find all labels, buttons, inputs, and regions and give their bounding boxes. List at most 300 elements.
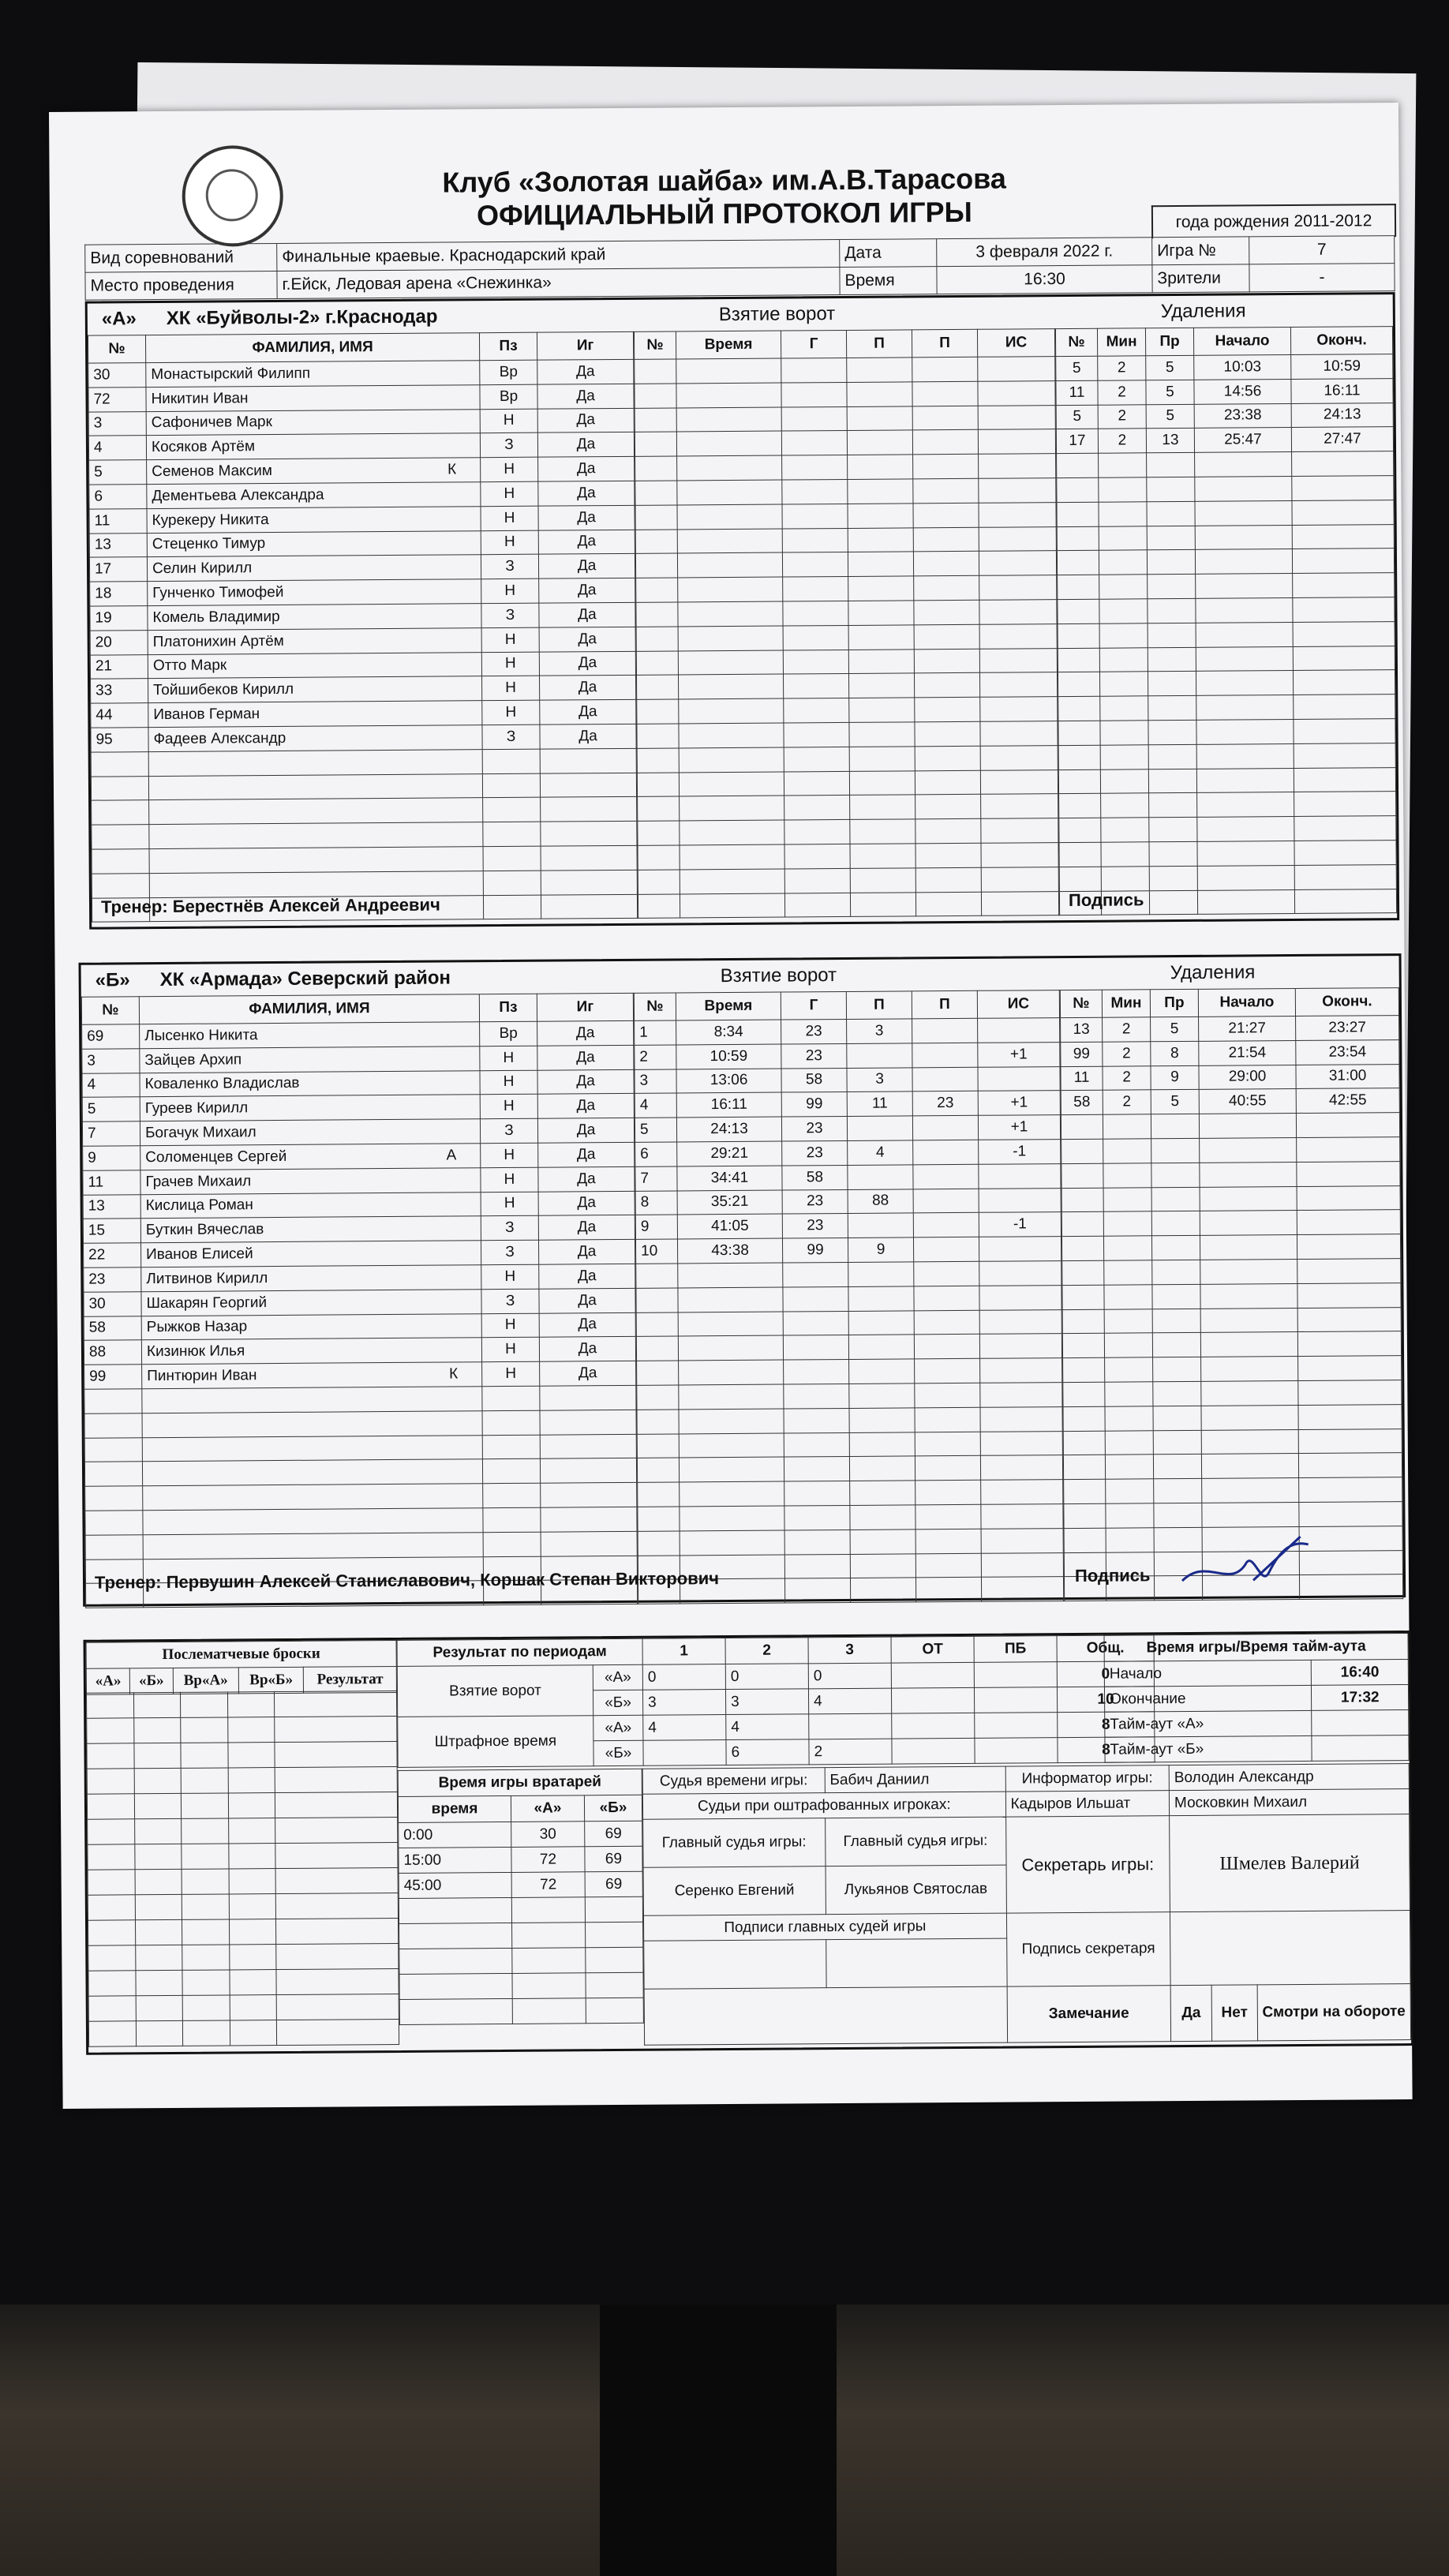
player-number: 44 (91, 703, 148, 728)
goal-is (981, 843, 1058, 867)
goal-p2 (913, 1189, 979, 1213)
table-row (636, 1334, 1061, 1361)
pen-col-num: № (1060, 990, 1102, 1017)
player-plays: Да (538, 1166, 635, 1192)
goal-p1 (850, 1553, 915, 1578)
goal-time (678, 577, 783, 602)
penalty-num (1058, 672, 1099, 697)
period-value: 2 (809, 1739, 892, 1765)
goal-is: -1 (979, 1140, 1061, 1165)
goal-p1 (850, 1578, 915, 1602)
goal-p1 (847, 382, 912, 406)
goal-col-num: № (634, 331, 676, 359)
penalty-code (1147, 550, 1195, 575)
goal-n (638, 893, 680, 918)
player-name (149, 847, 483, 874)
penalty-code (1147, 501, 1195, 526)
goal-p1: 3 (847, 1067, 912, 1091)
penalty-num (1061, 1188, 1103, 1212)
penalty-code (1148, 720, 1196, 744)
gk-time (399, 1948, 512, 1974)
shootout-cell (229, 1844, 276, 1869)
table-row (635, 1066, 1060, 1094)
shootout-cell (275, 1741, 397, 1767)
period-value: 0 (725, 1664, 808, 1690)
penalty-min (1103, 1163, 1151, 1188)
goal-time (677, 529, 782, 554)
player-position (482, 749, 540, 773)
penalty-end (1297, 1234, 1400, 1260)
goal-col-p2: П (912, 990, 977, 1019)
penalty-min (1106, 1479, 1154, 1503)
table-row (638, 867, 1058, 894)
penalty-code (1147, 453, 1195, 477)
player-position: Н (481, 1313, 539, 1338)
penalty-min (1101, 867, 1149, 891)
shootout-cell (228, 1717, 275, 1743)
penalty-num: 11 (1056, 380, 1098, 405)
goal-p2 (913, 454, 979, 478)
table-row (1061, 1016, 1399, 1043)
shootout-cell (88, 1870, 135, 1895)
shootout-cell (276, 1968, 399, 1994)
player-number: 5 (89, 460, 147, 485)
penalty-start (1197, 817, 1294, 842)
goal-time (676, 431, 781, 456)
table-row (1062, 1307, 1401, 1334)
penalty-end (1293, 597, 1395, 623)
player-position (482, 1435, 540, 1459)
player-position (483, 1532, 541, 1556)
period-value: 10 (1057, 1687, 1154, 1713)
goal-g: 23 (781, 1117, 847, 1141)
penalty-end (1297, 1161, 1400, 1186)
player-plays (541, 1482, 637, 1507)
goal-n (638, 1507, 680, 1531)
goal-is (978, 357, 1055, 381)
penalty-start (1201, 1380, 1298, 1406)
goal-g (783, 577, 848, 601)
penalty-min (1104, 1333, 1152, 1357)
team-b-label: «Б» (593, 1740, 643, 1765)
goal-time (679, 1457, 784, 1482)
penalty-end (1292, 549, 1394, 574)
penalty-min: 2 (1098, 429, 1146, 453)
goal-p2 (915, 746, 980, 770)
penalty-code (1152, 1260, 1200, 1284)
penalty-start (1197, 841, 1294, 866)
table-row (636, 575, 1057, 603)
table-row (637, 1431, 1062, 1458)
goal-is (981, 891, 1058, 915)
team-b-coach: Тренер: Первушин Алексей Станиславович, Коршак Степан Викторович (94, 1568, 720, 1593)
player-position: З (481, 1289, 539, 1313)
goal-p2 (912, 430, 978, 455)
penalty-end (1299, 1502, 1402, 1527)
competition-value: Финальные краевые. Краснодарский край (277, 240, 840, 271)
shootout-cell (134, 1818, 182, 1844)
player-number: 6 (89, 485, 147, 509)
goal-g (784, 698, 849, 723)
penalty-min (1104, 1260, 1152, 1285)
goal-g (784, 747, 849, 771)
table-row (88, 1943, 399, 1971)
penalty-end (1298, 1453, 1402, 1478)
penalty-end (1293, 573, 1395, 598)
goal-p1 (848, 1286, 914, 1311)
table-row (92, 870, 637, 898)
period-value (975, 1738, 1058, 1764)
goal-time: 34:41 (677, 1166, 782, 1191)
player-position: Н (480, 1095, 537, 1119)
goal-is (980, 745, 1058, 769)
table-row (635, 1042, 1060, 1069)
penalty-code (1152, 1333, 1200, 1357)
shootout-cell (182, 1844, 229, 1869)
game-start-label: Начало (1104, 1660, 1312, 1687)
table-row (89, 505, 635, 534)
period-value: 0 (642, 1664, 725, 1690)
goal-time (678, 1287, 783, 1312)
player-name: Литвинов Кирилл (141, 1265, 481, 1292)
date-label: Дата (840, 239, 937, 268)
penalty-min (1105, 1357, 1153, 1382)
goal-is (978, 405, 1055, 429)
referee-label-2: Главный судья игры: (825, 1817, 1005, 1866)
shootout-cell (276, 1943, 399, 1969)
goal-col-g: Г (781, 991, 846, 1020)
table-row (1056, 402, 1393, 429)
goal-n (635, 384, 676, 408)
goal-time (678, 626, 783, 651)
shootout-cell (229, 1869, 276, 1894)
shootout-col: Вр«А» (173, 1668, 239, 1694)
goal-p2 (913, 1140, 979, 1164)
penalty-start (1195, 549, 1292, 575)
shootout-cell (183, 2020, 230, 2046)
goal-col-is: ИС (977, 329, 1054, 358)
game-number-value: 7 (1249, 236, 1395, 264)
shootout-cell (276, 1918, 399, 1944)
goal-p2 (915, 1553, 981, 1578)
goal-is (979, 1237, 1061, 1262)
penalty-start: 21:27 (1199, 1017, 1296, 1042)
goal-is (981, 867, 1058, 891)
penalty-code (1151, 1163, 1200, 1187)
shootout-cell (88, 1920, 135, 1945)
goal-is: +1 (978, 1042, 1060, 1067)
gk-a (512, 1973, 586, 1999)
player-number: 4 (88, 436, 146, 460)
table-row (84, 1410, 636, 1438)
gk-time: 15:00 (399, 1847, 511, 1873)
player-name (143, 1532, 483, 1559)
table-row (87, 1741, 397, 1769)
shootout-cell (228, 1768, 275, 1793)
penalty-end (1298, 1380, 1402, 1406)
table-row (84, 1288, 635, 1316)
player-position: Н (482, 700, 540, 724)
period-col: 1 (642, 1638, 725, 1665)
goal-p1 (849, 1432, 915, 1456)
player-position: З (481, 603, 539, 627)
player-number: 15 (83, 1219, 140, 1243)
player-plays (540, 1385, 636, 1410)
gk-b (586, 1972, 643, 1998)
goal-is (979, 623, 1057, 648)
player-name (143, 1484, 483, 1511)
penalty-code (1149, 793, 1197, 818)
player-number (91, 776, 148, 800)
penalty-num (1062, 1285, 1104, 1309)
goal-col-time: Время (676, 331, 781, 359)
player-plays: Да (539, 1312, 635, 1338)
goal-col-time: Время (676, 992, 781, 1020)
table-row (91, 724, 636, 752)
birth-year: года рождения 2011-2012 (1151, 204, 1396, 238)
shootout-cell (275, 1842, 398, 1868)
goal-n (636, 627, 678, 651)
period-value (891, 1662, 974, 1688)
goal-is (979, 502, 1056, 526)
goal-p2 (915, 1383, 980, 1407)
goal-p2 (915, 867, 981, 892)
penalty-code (1148, 647, 1196, 672)
player-position (482, 1459, 540, 1484)
team-a-goals (634, 328, 1059, 919)
player-number: 22 (84, 1243, 141, 1267)
table-row (1061, 1064, 1399, 1091)
gk-a: 30 (511, 1822, 585, 1848)
goal-p2 (915, 721, 980, 746)
penalty-end (1292, 500, 1394, 525)
penalty-num (1058, 648, 1099, 672)
goal-time (677, 504, 782, 530)
goal-time: 41:05 (677, 1214, 782, 1239)
table-row (1058, 597, 1395, 624)
pen-col-min: Мин (1097, 328, 1145, 356)
timekeeper-label: Судья времени игры: (642, 1768, 825, 1795)
shootout-cell (230, 1945, 277, 1970)
penalty-code (1148, 769, 1196, 793)
shootout-cell (182, 1869, 229, 1894)
see-back-label: Смотри на обороте (1257, 1984, 1411, 2041)
period-value: 0 (1057, 1661, 1154, 1687)
player-name: Богачук Михаил (140, 1119, 480, 1146)
penalty-min: 2 (1103, 1065, 1151, 1090)
gk-b (586, 1922, 643, 1948)
goal-time (680, 1530, 784, 1556)
penalty-code (1149, 866, 1197, 890)
goal-n (637, 1361, 679, 1385)
goal-is: +1 (978, 1115, 1060, 1140)
goal-time (680, 869, 784, 894)
player-position: Н (481, 578, 539, 603)
goal-n (635, 408, 676, 432)
player-number (84, 1389, 142, 1413)
goal-n (638, 1482, 680, 1507)
goal-n (638, 870, 680, 894)
player-position: Н (482, 676, 540, 701)
penalty-end (1293, 646, 1395, 671)
penalty-min (1103, 1236, 1151, 1260)
goal-n: 5 (635, 1118, 676, 1142)
shadow (600, 2305, 837, 2576)
player-position: Н (482, 1361, 540, 1386)
penalty-code (1153, 1357, 1201, 1382)
goal-p2 (913, 503, 979, 527)
shootout-cell (88, 1819, 135, 1844)
penalty-num (1061, 1212, 1103, 1237)
table-row (1058, 743, 1395, 769)
player-role: А (446, 1147, 457, 1164)
table-row (89, 530, 635, 558)
col-pos: Пз (479, 994, 537, 1022)
table-row (88, 1842, 398, 1870)
penalty-min (1104, 1285, 1152, 1309)
shootout-cell (135, 1919, 182, 1945)
penalty-code (1151, 1236, 1200, 1260)
goal-p1: 3 (847, 1019, 912, 1043)
table-row (399, 1922, 643, 1949)
goal-n (637, 748, 679, 773)
goal-p2 (915, 892, 981, 916)
goal-n: 10 (635, 1239, 677, 1264)
table-row (1061, 1039, 1399, 1066)
goal-g (783, 674, 848, 698)
period-value: 0 (808, 1663, 891, 1689)
penalty-start: 10:03 (1194, 355, 1291, 380)
game-time-table (1104, 1633, 1410, 1763)
penalty-num (1061, 1236, 1103, 1260)
team-a-penalties (1055, 326, 1397, 915)
table-row (83, 1191, 635, 1219)
goal-is (979, 1285, 1061, 1310)
penalty-start (1195, 500, 1292, 526)
goal-time: 13:06 (676, 1069, 781, 1094)
goal-time (679, 747, 784, 773)
player-name: Стеценко Тимур (147, 530, 481, 557)
player-plays: Да (537, 1045, 634, 1070)
game-number-label: Игра № (1152, 237, 1249, 265)
goal-p1: 11 (847, 1091, 912, 1116)
penalty-end: 42:55 (1296, 1088, 1399, 1114)
venue-label: Место проведения (85, 271, 277, 300)
penalty-min (1099, 477, 1147, 502)
goal-p2 (912, 357, 978, 381)
penalty-start (1196, 743, 1294, 769)
player-plays: Да (538, 481, 635, 506)
goal-p1: 88 (848, 1189, 913, 1213)
penalty-code (1152, 1284, 1200, 1309)
table-row (88, 1918, 398, 1945)
gk-time: 0:00 (399, 1822, 511, 1848)
table-row (635, 526, 1056, 554)
player-position: З (481, 555, 538, 579)
player-name (147, 458, 481, 485)
table-row (1063, 1404, 1402, 1431)
penalty-end (1299, 1477, 1402, 1503)
pen-col-code: Пр (1150, 989, 1198, 1017)
player-plays (541, 1507, 637, 1532)
player-position: Н (480, 409, 537, 433)
goal-p2 (915, 1407, 980, 1432)
goal-g (782, 528, 848, 552)
goal-g: 58 (781, 1068, 847, 1092)
protocol-sheet (49, 103, 1413, 2109)
table-row (84, 1240, 635, 1268)
penalty-min: 2 (1098, 356, 1146, 380)
goal-p1 (849, 1408, 915, 1432)
timeout-b-value (1312, 1735, 1409, 1762)
player-number (92, 873, 149, 897)
table-row (399, 1998, 643, 2024)
penalty-start (1199, 1114, 1296, 1139)
shootout-cell (134, 1768, 182, 1793)
table-row (1059, 841, 1396, 867)
player-number (92, 825, 149, 849)
goal-time: 10:59 (676, 1044, 781, 1069)
table-row (637, 721, 1058, 749)
table-row (638, 794, 1058, 822)
player-plays (540, 773, 636, 798)
table-row (1058, 646, 1395, 672)
pim-label: Штрафное время (398, 1716, 593, 1768)
penalty-num (1057, 551, 1099, 575)
table-row (88, 1817, 398, 1844)
spectators-label: Зрители (1152, 264, 1249, 293)
penalty-num (1062, 1309, 1104, 1334)
player-number: 18 (90, 582, 148, 606)
penalty-code (1149, 841, 1197, 866)
player-plays: Да (539, 651, 635, 676)
shootout-cell (87, 1794, 134, 1819)
goal-p2 (915, 1358, 980, 1383)
table-row (91, 773, 636, 801)
secretary-sign-label: Подпись секретаря (1006, 1912, 1170, 1986)
player-position (483, 871, 541, 895)
goal-g: 99 (782, 1238, 848, 1263)
goal-time (679, 723, 784, 748)
penalty-min (1099, 599, 1148, 623)
table-row (1061, 1113, 1399, 1140)
table-row (636, 623, 1057, 651)
player-position: Вр (480, 1021, 537, 1046)
player-plays: Да (537, 384, 634, 409)
goal-p2 (913, 1213, 979, 1237)
player-number (92, 800, 149, 825)
goal-time: 8:34 (676, 1020, 781, 1045)
player-name: Кизинюк Илья (141, 1338, 481, 1365)
player-number: 21 (90, 654, 148, 679)
player-number: 95 (91, 728, 148, 752)
team-b-goals (634, 990, 1064, 1604)
table-row (83, 1215, 635, 1244)
time-value: 16:30 (937, 265, 1152, 294)
goal-time (676, 383, 781, 408)
table-row (1056, 354, 1393, 381)
goal-time (676, 358, 781, 384)
player-position: Н (481, 627, 539, 652)
goal-g (784, 796, 850, 820)
goal-p1 (850, 892, 915, 916)
player-plays: Да (538, 457, 635, 482)
goal-time (678, 601, 783, 627)
penalty-end (1296, 1113, 1399, 1138)
goal-p2 (913, 527, 979, 552)
shootout-col: «А» (86, 1668, 130, 1694)
goal-g (784, 1383, 849, 1408)
